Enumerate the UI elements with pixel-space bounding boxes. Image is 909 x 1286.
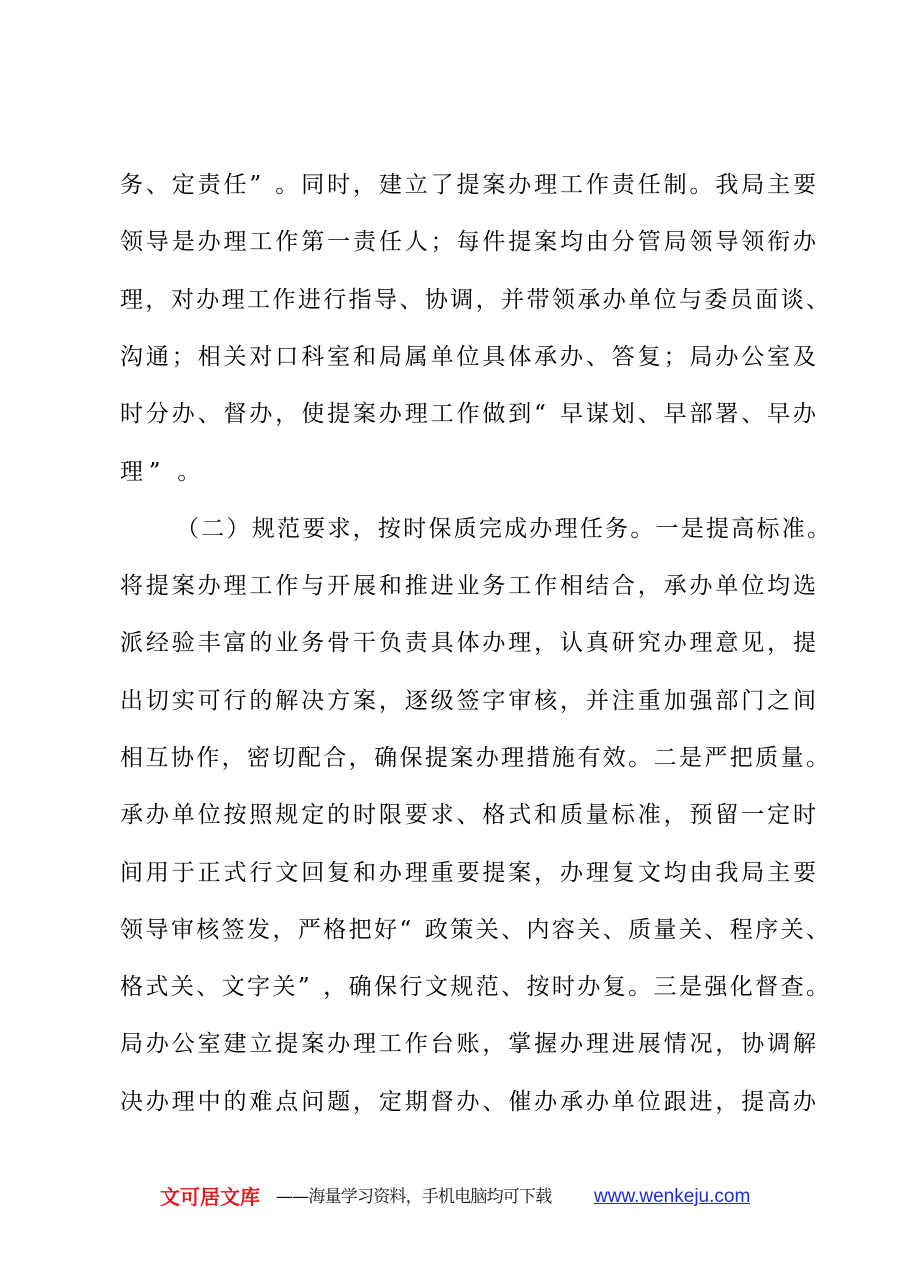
- text-line: 局 办 公 室 建 立 提 案 办 理 工 作 台 账 ， 掌 握 办 理 进 展 情 况 ， 协 调 解: [120, 1031, 816, 1057]
- text-line: 沟 通 ； 相 关 对 口 科 室 和 局 属 单 位 具 体 承 办 、 答 复 ； 局 办 公 室 及: [120, 344, 816, 370]
- text-line: （ 二 ） 规 范 要 求 ， 按 时 保 质 完 成 办 理 任 务 。 一 是 提 高 标 准 。: [176, 516, 830, 542]
- text-line: 理 ” 。: [120, 459, 201, 485]
- footer-brand: 文可居文库: [160, 1185, 260, 1209]
- footer-link[interactable]: www.wenkeju.com: [594, 1186, 751, 1207]
- text-line: 承 办 单 位 按 照 规 定 的 时 限 要 求 、 格 式 和 质 量 标 准 ， 预 留 一 定 时: [120, 802, 816, 828]
- text-line: 时 分 办 、 督 办 ， 使 提 案 办 理 工 作 做 到 “ 早 谋 划 、 早 部 署 、 早 办: [120, 401, 816, 427]
- footer-banner: [0, 1182, 909, 1212]
- text-line: 领 导 审 核 签 发 ， 严 格 把 好 “ 政 策 关 、 内 容 关 、 质 量 关 、 程 序 关 、: [120, 917, 829, 943]
- text-line: 格 式 关 、 文 字 关 ” ， 确 保 行 文 规 范 、 按 时 办 复 。 三 是 强 化 督 查 。: [120, 974, 829, 1000]
- text-line: 将 提 案 办 理 工 作 与 开 展 和 推 进 业 务 工 作 相 结 合 ， 承 办 单 位 均 选: [120, 573, 816, 599]
- text-line: 派 经 验 丰 富 的 业 务 骨 干 负 责 具 体 办 理 ， 认 真 研 究 办 理 意 见 ， 提: [120, 630, 816, 656]
- text-line: 务 、 定 责 任 ” 。 同 时 ， 建 立 了 提 案 办 理 工 作 责 任 制 。 我 局 主 要: [120, 172, 816, 198]
- text-line: 理 ， 对 办 理 工 作 进 行 指 导 、 协 调 ， 并 带 领 承 办 单 位 与 委 员 面 谈 、: [120, 287, 829, 313]
- footer-tagline: ——海量学习资料，手机电脑均可下载: [276, 1187, 552, 1207]
- text-line: 间 用 于 正 式 行 文 回 复 和 办 理 重 要 提 案 ， 办 理 复 文 均 由 我 局 主 要: [120, 860, 816, 886]
- text-line: 相 互 协 作 ， 密 切 配 合 ， 确 保 提 案 办 理 措 施 有 效 。 二 是 严 把 质 量 。: [120, 745, 829, 771]
- text-line: 领 导 是 办 理 工 作 第 一 责 任 人 ； 每 件 提 案 均 由 分 管 局 领 导 领 衔 办: [120, 229, 816, 255]
- text-line: 决 办 理 中 的 难 点 问 题 ， 定 期 督 办 、 催 办 承 办 单 位 跟 进 ， 提 高 办: [120, 1089, 816, 1115]
- text-line: 出 切 实 可 行 的 解 决 方 案 ， 逐 级 签 字 审 核 ， 并 注 重 加 强 部 门 之 间: [120, 688, 816, 714]
